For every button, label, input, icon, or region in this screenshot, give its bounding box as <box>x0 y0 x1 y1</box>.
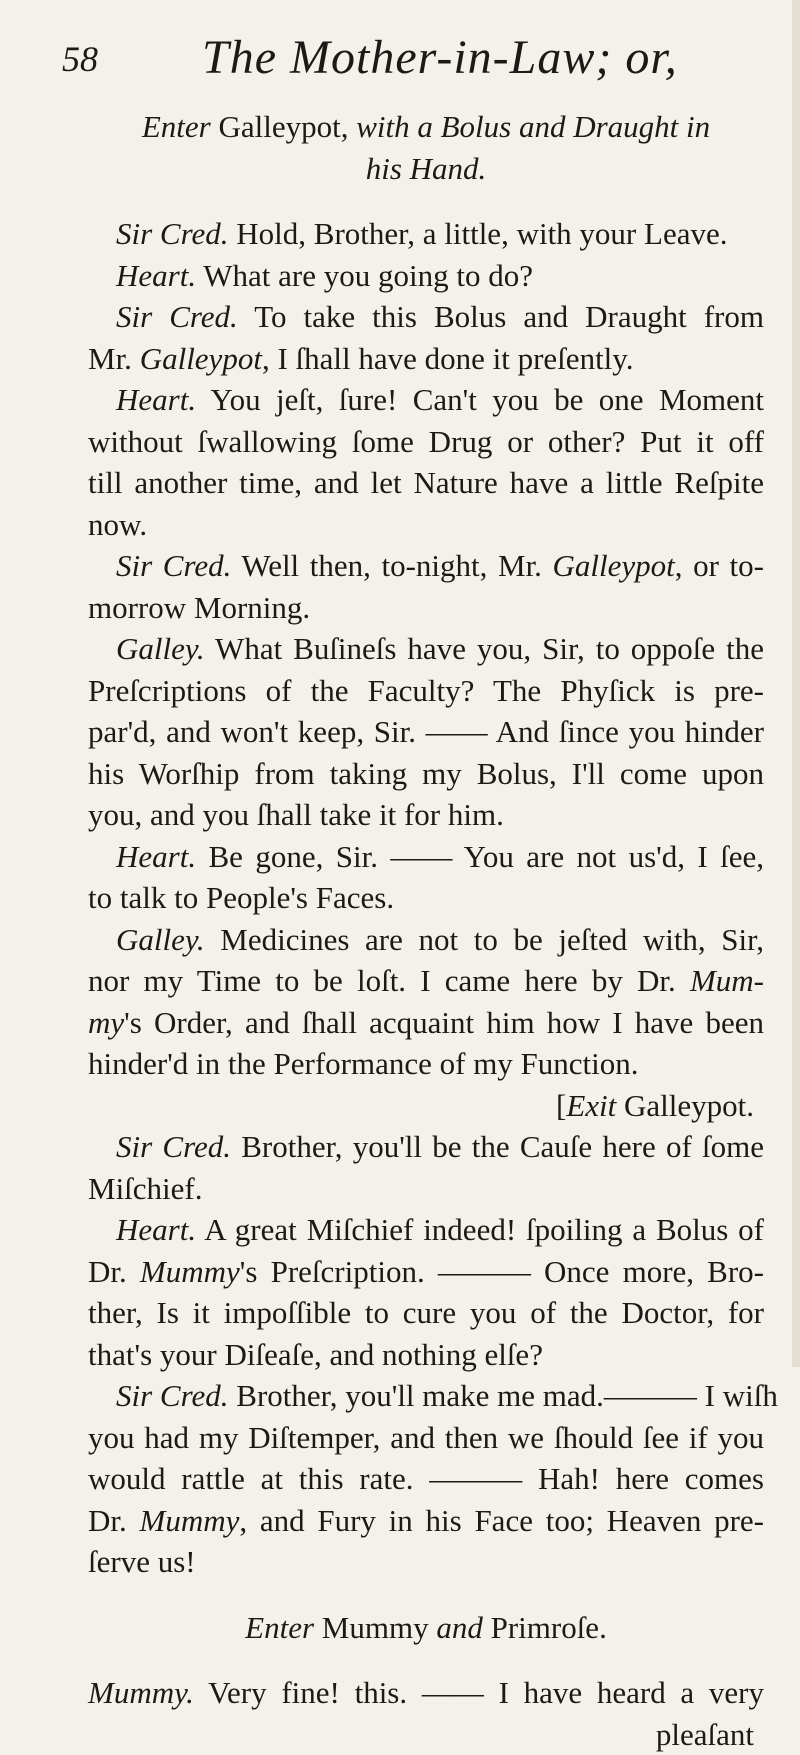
running-header <box>62 30 760 90</box>
text-line: morrow Morning. <box>88 587 764 629</box>
text-line: Galley. What Buſineſs have you, Sir, to oppoſe the <box>88 628 764 670</box>
spacer <box>88 1583 764 1607</box>
text-line: Sir Cred. To take this Bolus and Draught from <box>88 296 764 338</box>
text-line: his Worſhip from taking my Bolus, I'll come upon <box>88 753 764 795</box>
text-line: Mr. Galleypot, I ſhall have done it preſently. <box>88 338 764 380</box>
text-line: that's your Diſeaſe, and nothing elſe? <box>88 1334 764 1376</box>
text-line: [Exit Galleypot. <box>88 1085 764 1127</box>
page-edge <box>792 0 800 1367</box>
text-line: would rattle at this rate. ——— Hah! here comes <box>88 1458 764 1500</box>
text-line: hinder'd in the Performance of my Function. <box>88 1043 764 1085</box>
text-line: Sir Cred. Brother, you'll be the Cauſe here of ſome <box>88 1126 764 1168</box>
text-line: Heart. What are you going to do? <box>88 255 764 297</box>
text-line: Miſchief. <box>88 1168 764 1210</box>
running-title: The Mother-in-Law; or, <box>202 30 678 85</box>
text-line: Enter Galleypot, with a Bolus and Draught in <box>88 106 764 148</box>
text-line: my's Order, and ſhall acquaint him how I have been <box>88 1002 764 1044</box>
text-line: Enter Mummy and Primroſe. <box>88 1607 764 1649</box>
text-line: Sir Cred. Well then, to-night, Mr. Galleypot, or to- <box>88 545 764 587</box>
text-line: Mummy. Very fine! this. —— I have heard a very <box>88 1672 764 1714</box>
text-line: Dr. Mummy's Preſcription. ——— Once more, Bro- <box>88 1251 764 1293</box>
text-line: till another time, and let Nature have a little Reſpite <box>88 462 764 504</box>
text-line: ther, Is it impoſſible to cure you of the Doctor, for <box>88 1292 764 1334</box>
text-line: ſerve us! <box>88 1541 764 1583</box>
text-line: par'd, and won't keep, Sir. —— And ſince you hinder <box>88 711 764 753</box>
text-line: Galley. Medicines are not to be jeſted with, Sir, <box>88 919 764 961</box>
text-line: without ſwallowing ſome Drug or other? Put it off <box>88 421 764 463</box>
spacer <box>88 1648 764 1672</box>
text-line: Sir Cred. Hold, Brother, a little, with your Leave. <box>88 213 764 255</box>
spacer <box>88 189 764 213</box>
text-line: now. <box>88 504 764 546</box>
page-number: 58 <box>62 38 98 80</box>
text-line: Preſcriptions of the Faculty? The Phyſick is pre- <box>88 670 764 712</box>
text-line: you had my Diſtemper, and then we ſhould ſee if you <box>88 1417 764 1459</box>
text-line: Heart. Be gone, Sir. —— You are not us'd, I ſee, <box>88 836 764 878</box>
text-line: Heart. A great Miſchief indeed! ſpoiling a Bolus of <box>88 1209 764 1251</box>
text-line: nor my Time to be loſt. I came here by Dr. Mum- <box>88 960 764 1002</box>
text-line: his Hand. <box>88 148 764 190</box>
play-text <box>88 106 764 1755</box>
text-line: to talk to People's Faces. <box>88 877 764 919</box>
text-line: pleaſant <box>88 1714 764 1755</box>
text-line: you, and you ſhall take it for him. <box>88 794 764 836</box>
text-line: Sir Cred. Brother, you'll make me mad.——— I wiſh <box>88 1375 764 1417</box>
text-line: Dr. Mummy, and Fury in his Face too; Heaven pre- <box>88 1500 764 1542</box>
text-line: Heart. You jeſt, ſure! Can't you be one Moment <box>88 379 764 421</box>
